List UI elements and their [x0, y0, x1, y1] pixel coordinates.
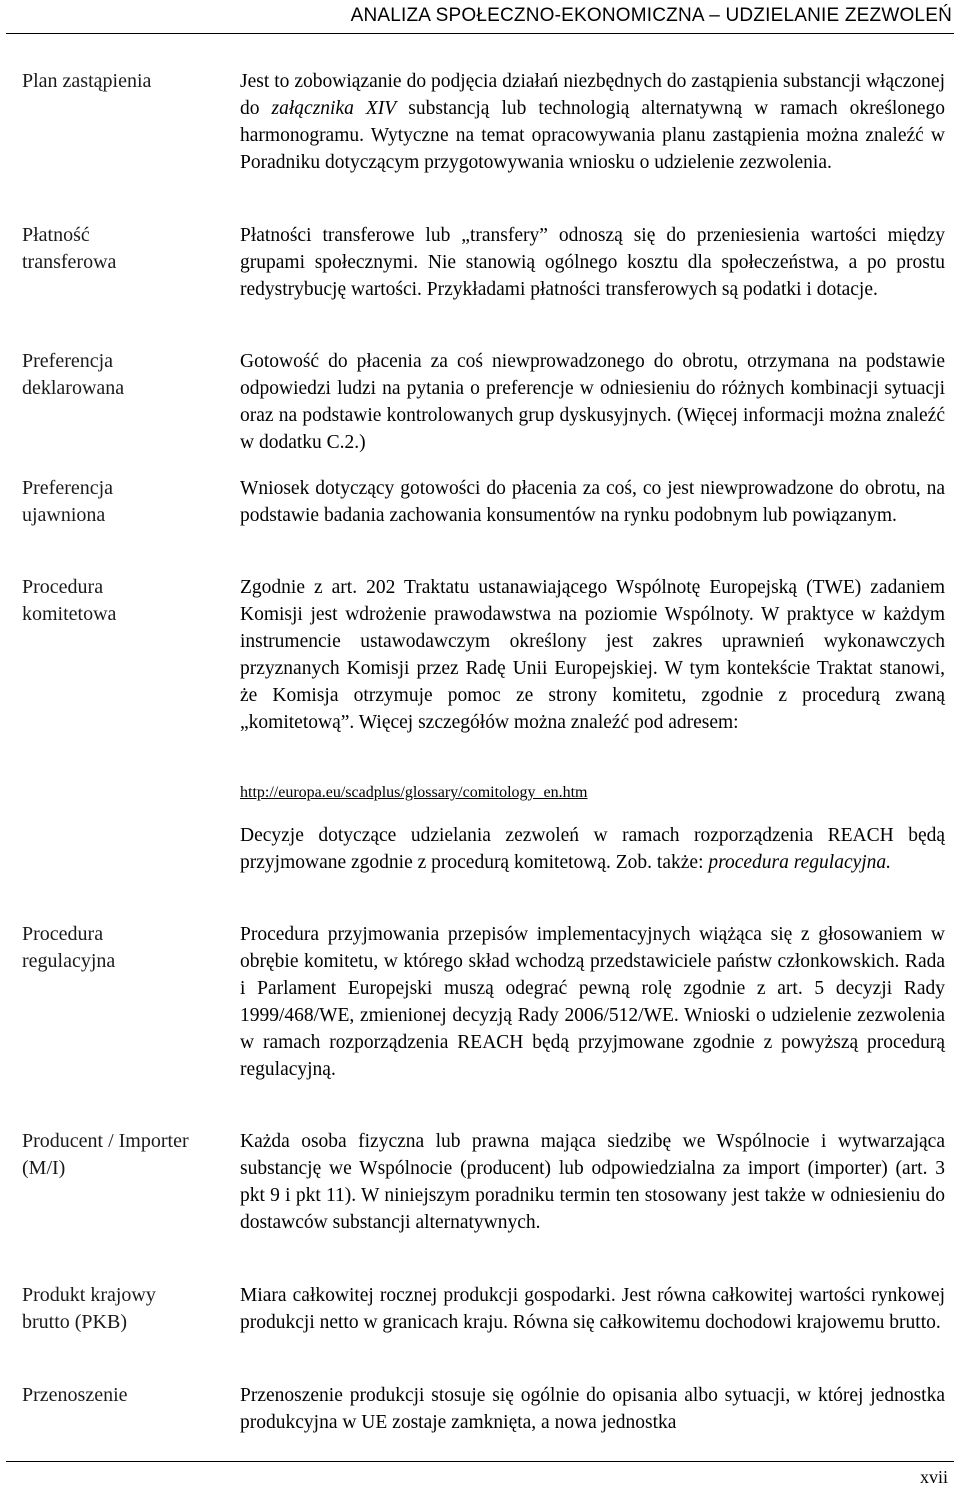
definition-pkb: Miara całkowitej rocznej produkcji gospodarki. Jest równa całkowitej wartości rynkowej produkcji netto w granicach kraju. Równa się całkowitemu dochodowi krajowemu brutto. — [240, 1285, 945, 1333]
header-rule — [6, 33, 954, 34]
term-pkb: Produkt krajowy brutto (PKB) — [22, 1284, 156, 1333]
definition-text: Jest to zobowiązanie do podjęcia działań niezbędnych do zastąpienia substancji włączonej do — [240, 71, 945, 119]
definition-preferencja-ujawniona: Wniosek dotyczący gotowości do płacenia za coś, co jest niewprowadzone do obrotu, na podstawie badania zachowania konsumentów na rynku podobnym lub powiązanym. — [240, 478, 945, 526]
footer-rule — [6, 1461, 954, 1462]
page-header — [0, 0, 960, 34]
definition-przenoszenie: Przenoszenie produkcji stosuje się ogólnie do opisania albo sytuacji, w której jednostka produkcyjna w UE zostaje zamknięta, a nowa jednostka — [240, 1385, 945, 1433]
term-platnosc-transferowa: Płatność transferowa — [22, 224, 117, 273]
definition-preferencja-deklarowana: Gotowość do płacenia za coś niewprowadzonego do obrotu, otrzymana na podstawie odpowiedzi ludzi na pytania o preferencje w odniesieniu do różnych kombinacji sytuacji oraz na podstawie kontrolowanych grup dyskusyjnych. (Więcej informacji można znaleźć w dodatku C.2.) — [240, 351, 945, 453]
definition-procedura-regulacyjna: Procedura przyjmowania przepisów implementacyjnych wiążąca się z głosowaniem w obrębie komitetu, w którego skład wchodzą przedstawiciele państw członkowskich. Rada i Parlament Europejski muszą odegrać pewną rolę zgodnie z art. 5 decyzji Rady 1999/468/WE, zmienionej decyzją Rady 2006/512/WE. Wnioski o udzielenie zezwolenia w ramach rozporządzenia REACH będą przyjmowane zgodnie z powyższą procedurą regulacyjną. — [240, 924, 945, 1080]
term-plan-zastapienia: Plan zastąpienia — [22, 70, 152, 92]
definition-platnosc-transferowa: Płatności transferowe lub „transfery” odnoszą się do przeniesienia wartości między grupami społecznymi. Nie stanowią ogólnego kosztu dla społeczeństwa, a po prostu redystrybucję wartości. Przykładami płatności transferowych są podatki i dotacje. — [240, 225, 945, 300]
term-procedura-komitetowa: Procedura komitetowa — [22, 576, 117, 625]
definition-text: substancją lub technologią alternatywną w ramach określonego harmonogramu. Wytyczne na temat opracowywania planu zastąpienia można znaleźć w Poradniku dotyczącym przygotowywania wniosku o udzielenie zezwolenia. — [240, 98, 945, 173]
definition-italic-text: procedura regulacyjna. — [708, 852, 892, 873]
definition-italic-text: załącznika XIV — [271, 98, 397, 119]
term-producent-importer: Producent / Importer (M/I) — [22, 1130, 189, 1179]
term-preferencja-ujawniona: Preferencja ujawniona — [22, 477, 114, 526]
term-przenoszenie: Przenoszenie — [22, 1384, 128, 1406]
page-number: xvii — [919, 1467, 948, 1487]
term-preferencja-deklarowana: Preferencja deklarowana — [22, 350, 125, 399]
definition-procedura-komitetowa: Zgodnie z art. 202 Traktatu ustanawiającego Wspólnotę Europejską (TWE) zadaniem Komisji jest wdrożenie prawodawstwa na poziomie Wspólnoty. W praktyce w każdym instrumencie ustawodawczym określony jest zakres uprawnień wykonawczych przyznanych Komisji przez Radę Unii Europejskiej. W tym kontekście Traktat stanowi, że Komisja otrzymuje pomoc ze strony komitetu, zgodnie z procedurą zwaną „komitetową”. Więcej szczegółów można znaleźć pod adresem: — [240, 577, 945, 733]
comitology-link[interactable]: http://europa.eu/scadplus/glossary/comitology_en.htm — [240, 784, 588, 801]
header-title: ANALIZA SPOŁECZNO-EKONOMICZNA – UDZIELANIE ZEZWOLEŃ — [350, 5, 952, 26]
definition-text: Decyzje dotyczące udzielania zezwoleń w ramach rozporządzenia REACH będą przyjmowane zgodnie z procedurą komitetową. Zob. także: — [240, 825, 945, 873]
definition-plan-zastapienia — [240, 68, 945, 176]
definition-procedura-komitetowa-note — [240, 822, 945, 876]
definition-producent-importer: Każda osoba fizyczna lub prawna mająca siedzibę we Wspólnocie i wytwarzająca substancję we Wspólnocie (producent) lub odpowiedzialna za import (importer) (art. 3 pkt 9 i pkt 11). W niniejszym poradniku termin ten stosowany jest także w odniesieniu do dostawców substancji alternatywnych. — [240, 1131, 945, 1233]
term-procedura-regulacyjna: Procedura regulacyjna — [22, 923, 116, 972]
